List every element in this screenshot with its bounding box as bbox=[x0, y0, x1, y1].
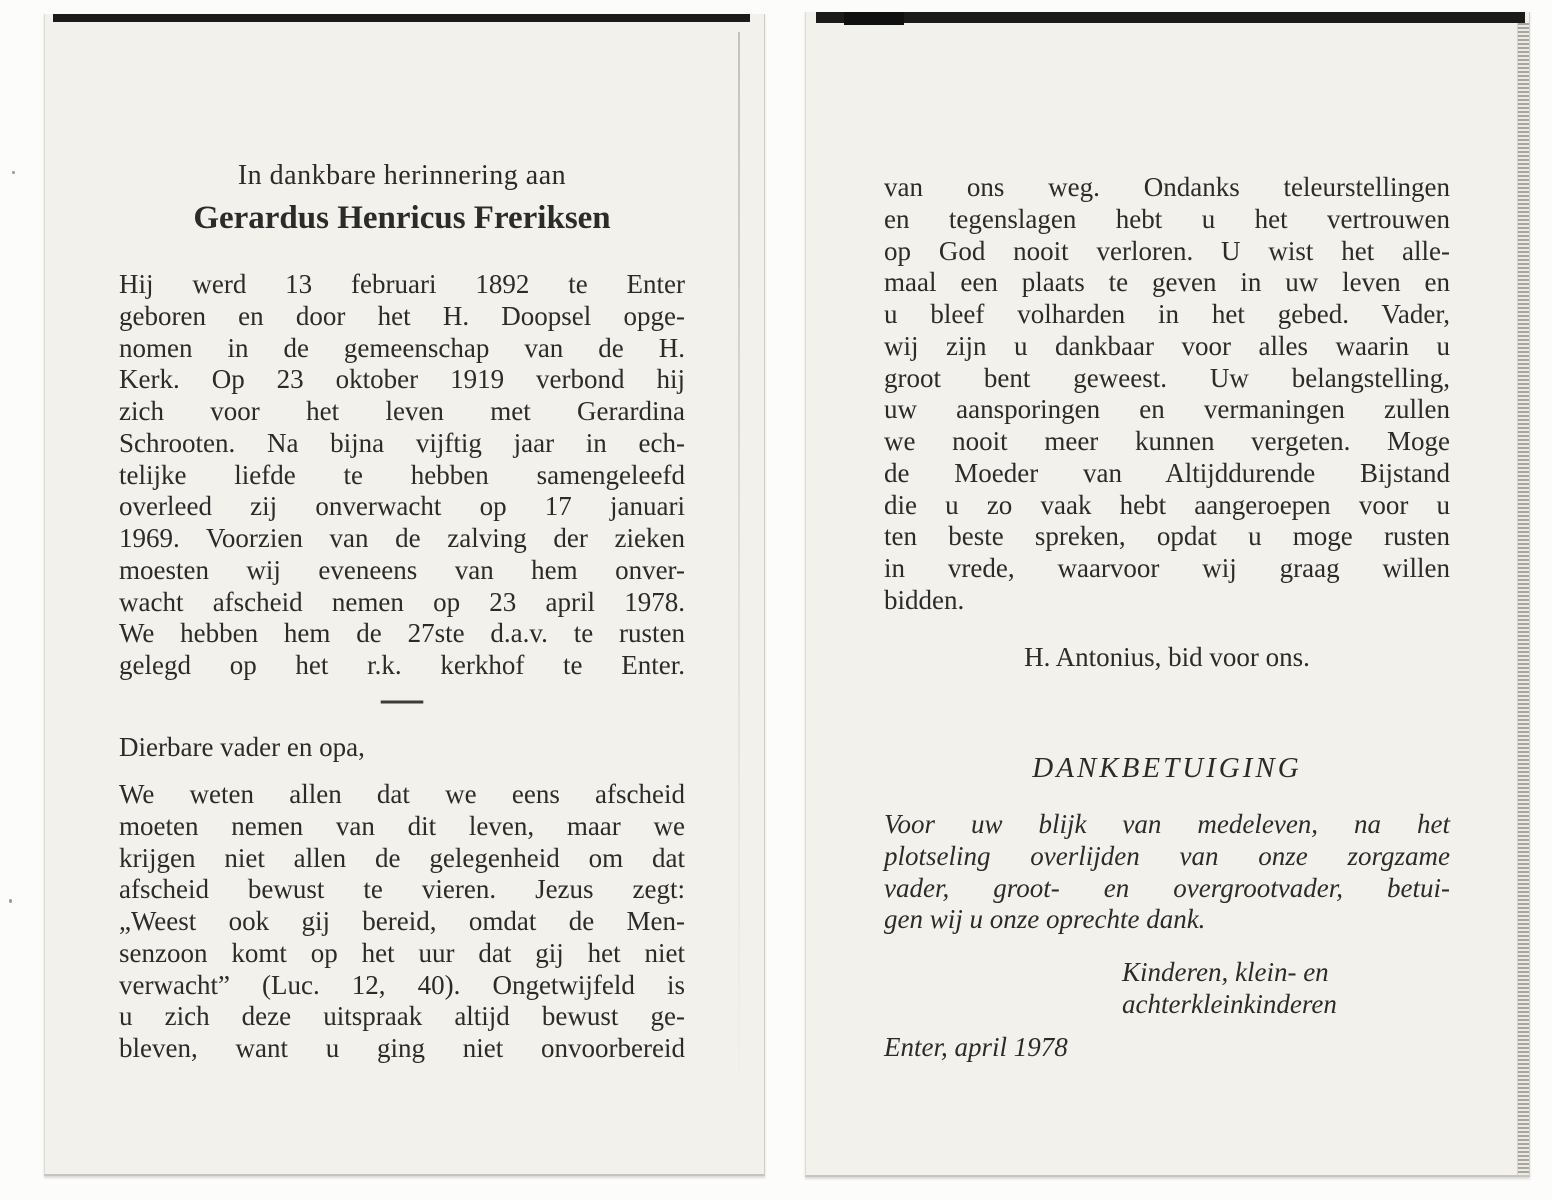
text-line: Hij werd 13 februari 1892 te Enter bbox=[119, 269, 685, 299]
text-line: achterkleinkinderen bbox=[1122, 988, 1337, 1019]
text-line: bidden. bbox=[884, 584, 965, 615]
text-line: uw aansporingen en vermaningen zullen bbox=[884, 394, 1450, 425]
text-line: we nooit meer kunnen vergeten. Moge bbox=[884, 426, 1450, 456]
text-line: Schrooten. Na bijna vijftig jaar in ech- bbox=[119, 427, 685, 458]
text-line: nomen in de gemeenschap van de H. bbox=[119, 332, 685, 363]
farewell-paragraph-continued bbox=[884, 172, 1450, 617]
text-line: telijke liefde te hebben samengeleefd bbox=[119, 459, 685, 490]
text-line: plotseling overlijden van onze zorgzame bbox=[884, 840, 1450, 871]
text-line: zich voor het leven met Gerardina bbox=[119, 396, 685, 426]
text-line: Kerk. Op 23 oktober 1919 verbond hij bbox=[119, 364, 685, 395]
memorial-card-right-page bbox=[805, 12, 1530, 1177]
salutation-line: Dierbare vader en opa, bbox=[119, 732, 365, 762]
text-line: afscheid bewust te vieren. Jezus zegt: bbox=[119, 874, 685, 905]
binding-serrated-edge bbox=[1517, 23, 1529, 1175]
text-line: senzoon komt op het uur dat gij het niet bbox=[119, 937, 685, 968]
place-date-line: Enter, april 1978 bbox=[884, 1032, 1068, 1062]
text-line: wij zijn u dankbaar voor alles waarin u bbox=[884, 330, 1450, 361]
text-line: ten beste spreken, opdat u moge rusten bbox=[884, 521, 1450, 552]
text-line: vader, groot- en overgrootvader, betui- bbox=[884, 872, 1450, 903]
acknowledgement-paragraph bbox=[884, 809, 1450, 936]
farewell-paragraph bbox=[119, 779, 685, 1065]
text-line: bleven, want u ging niet onvoorbereid bbox=[119, 1033, 685, 1063]
text-line: de Moeder van Altijddurende Bijstand bbox=[884, 457, 1450, 488]
text-line: verwacht” (Luc. 12, 40). Ongetwijfeld is bbox=[119, 969, 685, 1000]
text-line: in vrede, waarvoor wij graag willen bbox=[884, 553, 1450, 583]
text-line: geboren en door het H. Doopsel opge- bbox=[119, 300, 685, 331]
text-line: overleed zij onverwacht op 17 januari bbox=[119, 491, 685, 522]
text-line: krijgen niet allen de gelegenheid om dat bbox=[119, 842, 685, 873]
text-line: We weten allen dat we eens afscheid bbox=[119, 779, 685, 809]
text-line: „Weest ook gij bereid, omdat de Men- bbox=[119, 906, 685, 936]
text-line: gelegd op het r.k. kerkhof te Enter. bbox=[119, 650, 685, 680]
text-line: van ons weg. Ondanks teleurstellingen bbox=[884, 172, 1450, 202]
text-line: op God nooit verloren. U wist het alle- bbox=[884, 235, 1450, 266]
text-line: die u zo vaak hebt aangeroepen voor u bbox=[884, 489, 1450, 520]
saint-invocation-line: H. Antonius, bid voor ons. bbox=[1024, 642, 1310, 672]
text-line: Voor uw blijk van medeleven, na het bbox=[884, 809, 1450, 839]
text-line: groot bent geweest. Uw belangstelling, bbox=[884, 362, 1450, 393]
memorial-card-left-page bbox=[44, 14, 765, 1176]
text-line: Kinderen, klein- en bbox=[1122, 957, 1329, 987]
text-line: moesten wij eveneens van hem onver- bbox=[119, 554, 685, 585]
text-line: We hebben hem de 27ste d.a.v. te rusten bbox=[119, 618, 685, 649]
scan-top-edge bbox=[53, 14, 750, 22]
dust-speck bbox=[12, 171, 15, 174]
dust-speck bbox=[9, 899, 12, 903]
deceased-name: Gerardus Henricus Freriksen bbox=[193, 200, 611, 236]
text-line: wacht afscheid nemen op 23 april 1978. bbox=[119, 586, 685, 617]
text-line: u zich deze uitspraak altijd bewust ge- bbox=[119, 1001, 685, 1032]
biography-paragraph bbox=[119, 269, 685, 682]
signature-block bbox=[1122, 957, 1452, 1021]
text-line: 1969. Voorzien van de zalving der zieken bbox=[119, 523, 685, 553]
text-line: gen wij u onze oprechte dank. bbox=[884, 904, 1206, 935]
section-divider: — bbox=[381, 676, 423, 722]
text-line: maal een plaats te geven in uw leven en bbox=[884, 267, 1450, 298]
memorial-header: In dankbare herinnering aan bbox=[237, 160, 567, 191]
scan-top-edge bbox=[816, 12, 1525, 23]
text-line: u bleef volharden in het gebed. Vader, bbox=[884, 299, 1450, 329]
fold-crease bbox=[738, 32, 740, 1114]
text-line: moeten nemen van dit leven, maar we bbox=[119, 810, 685, 841]
acknowledgement-title: DANKBETUIGING bbox=[1032, 752, 1302, 784]
text-line: en tegenslagen hebt u het vertrouwen bbox=[884, 203, 1450, 234]
